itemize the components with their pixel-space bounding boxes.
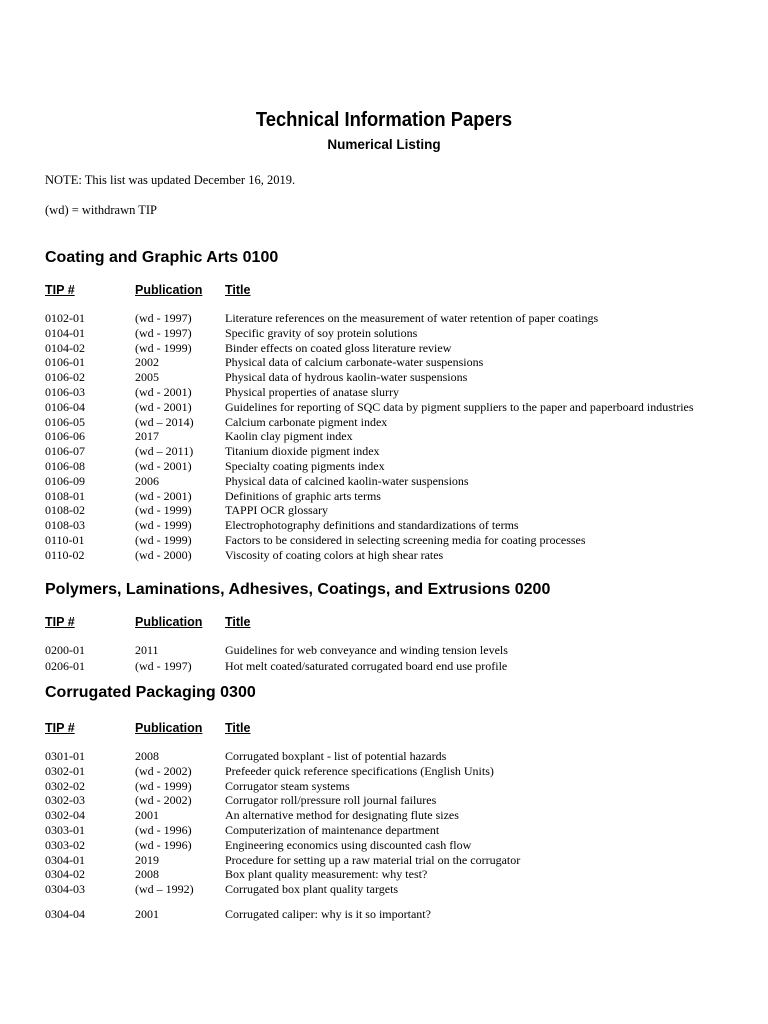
tip-title: Corrugator roll/pressure roll journal failures bbox=[225, 793, 437, 808]
tip-title: Literature references on the measurement of water retention of paper coatings bbox=[225, 311, 599, 325]
tip-title: Hot melt coated/saturated corrugated board end use profile bbox=[225, 658, 508, 673]
publication-status: (wd - 1999) bbox=[135, 518, 192, 533]
tip-title: Corrugated caliper: why is it so important? bbox=[225, 907, 431, 921]
tip-title: Specialty coating pigments index bbox=[225, 459, 385, 473]
publication-status: (wd - 2001) bbox=[135, 399, 192, 414]
publication-status: (wd - 1999) bbox=[135, 778, 192, 793]
tip-number: 0102-01 bbox=[45, 311, 85, 325]
publication-status: (wd - 1999) bbox=[135, 533, 192, 547]
tip-title: Physical data of calcined kaolin-water suspensions bbox=[225, 473, 469, 488]
update-note: NOTE: This list was updated December 16, 2019. bbox=[45, 173, 296, 187]
publication-status: 2006 bbox=[135, 473, 159, 488]
tip-title: Specific gravity of soy protein solutions bbox=[225, 325, 418, 340]
publication-status: (wd – 2014) bbox=[135, 414, 194, 429]
tip-number: 0108-03 bbox=[45, 518, 85, 533]
column-header-title: Title bbox=[225, 721, 251, 735]
tip-number: 0304-03 bbox=[45, 882, 85, 897]
tip-number: 0106-01 bbox=[45, 355, 85, 370]
tip-number: 0106-06 bbox=[45, 429, 85, 444]
tip-title: An alternative method for designating flute sizes bbox=[225, 808, 459, 823]
tip-number: 0301-01 bbox=[45, 749, 85, 763]
column-header-title: Title bbox=[225, 615, 251, 629]
publication-status: (wd - 1999) bbox=[135, 340, 192, 355]
tip-title: Kaolin clay pigment index bbox=[225, 429, 353, 444]
tip-number: 0108-02 bbox=[45, 503, 85, 518]
tip-number: 0302-02 bbox=[45, 778, 85, 793]
tip-title: Calcium carbonate pigment index bbox=[225, 414, 388, 429]
tip-number: 0304-01 bbox=[45, 852, 85, 867]
tip-title: Physical data of calcium carbonate-water suspensions bbox=[225, 355, 484, 370]
column-header-title: Title bbox=[225, 283, 251, 297]
column-header-tip: TIP # bbox=[45, 615, 75, 629]
tip-title: Corrugator steam systems bbox=[225, 778, 350, 793]
tip-title: Viscosity of coating colors at high shear rates bbox=[225, 547, 444, 562]
tip-number: 0106-04 bbox=[45, 399, 85, 414]
column-header-publication: Publication bbox=[135, 615, 203, 629]
tip-number: 0110-02 bbox=[45, 547, 85, 562]
publication-status: (wd - 2002) bbox=[135, 793, 192, 808]
publication-status: (wd - 1996) bbox=[135, 823, 192, 837]
tip-title: Guidelines for web conveyance and winding tension levels bbox=[225, 643, 508, 657]
publication-status: 2019 bbox=[135, 852, 159, 867]
publication-status: 2001 bbox=[135, 808, 159, 823]
publication-status: (wd - 1996) bbox=[135, 837, 192, 852]
column-header-publication: Publication bbox=[135, 283, 203, 297]
tip-title: Computerization of maintenance department bbox=[225, 823, 440, 837]
tip-number: 0106-02 bbox=[45, 370, 85, 385]
tip-title: Corrugated boxplant - list of potential hazards bbox=[225, 749, 447, 763]
tip-number: 0302-01 bbox=[45, 763, 85, 778]
tip-number: 0200-01 bbox=[45, 643, 85, 657]
publication-status: (wd - 2001) bbox=[135, 459, 192, 473]
tip-title: Guidelines for reporting of SQC data by pigment suppliers to the paper and paperboard industries bbox=[225, 399, 694, 414]
tip-number: 0104-01 bbox=[45, 325, 85, 340]
tip-number: 0304-02 bbox=[45, 867, 85, 882]
page-title: Technical Information Papers bbox=[255, 109, 513, 131]
tip-title: Physical properties of anatase slurry bbox=[225, 385, 399, 399]
publication-status: (wd - 2001) bbox=[135, 488, 192, 503]
tip-title: Box plant quality measurement: why test? bbox=[225, 867, 428, 882]
tip-title: Factors to be considered in selecting screening media for coating processes bbox=[225, 533, 586, 547]
tip-number: 0110-01 bbox=[45, 533, 85, 547]
tip-title: Prefeeder quick reference specifications (English Units) bbox=[225, 763, 494, 778]
tip-title: Procedure for setting up a raw material trial on the corrugator bbox=[225, 852, 521, 867]
publication-status: (wd - 2002) bbox=[135, 763, 192, 778]
publication-status: 2001 bbox=[135, 907, 159, 921]
tip-number: 0106-08 bbox=[45, 459, 85, 473]
publication-status: (wd - 1997) bbox=[135, 658, 192, 673]
page-subtitle: Numerical Listing bbox=[327, 137, 441, 152]
section-heading-0100: Coating and Graphic Arts 0100 bbox=[45, 249, 279, 266]
tip-number: 0302-03 bbox=[45, 793, 85, 808]
tip-number: 0304-04 bbox=[45, 907, 85, 921]
tip-number: 0106-07 bbox=[45, 444, 85, 459]
tip-title: Engineering economics using discounted cash flow bbox=[225, 837, 472, 852]
publication-status: (wd – 2011) bbox=[135, 444, 194, 459]
tip-number: 0302-04 bbox=[45, 808, 85, 823]
publication-status: 2008 bbox=[135, 867, 159, 882]
tip-title: Corrugated box plant quality targets bbox=[225, 882, 399, 897]
tip-title: Definitions of graphic arts terms bbox=[225, 488, 381, 503]
publication-status: (wd - 1997) bbox=[135, 311, 192, 325]
publication-status: 2008 bbox=[135, 749, 159, 763]
tip-number: 0206-01 bbox=[45, 658, 85, 673]
publication-status: 2002 bbox=[135, 355, 159, 370]
publication-status: (wd - 2000) bbox=[135, 547, 192, 562]
tip-number: 0108-01 bbox=[45, 488, 85, 503]
withdrawn-legend: (wd) = withdrawn TIP bbox=[45, 203, 158, 217]
publication-status: (wd - 2001) bbox=[135, 385, 192, 399]
tip-number: 0106-09 bbox=[45, 473, 85, 488]
publication-status: 2011 bbox=[135, 643, 159, 657]
tip-title: Titanium dioxide pigment index bbox=[225, 444, 380, 459]
publication-status: (wd - 1999) bbox=[135, 503, 192, 518]
column-header-tip: TIP # bbox=[45, 721, 75, 735]
tip-number: 0104-02 bbox=[45, 340, 85, 355]
section-heading-0200: Polymers, Laminations, Adhesives, Coatings, and Extrusions 0200 bbox=[45, 581, 551, 598]
column-header-publication: Publication bbox=[135, 721, 203, 735]
tip-title: TAPPI OCR glossary bbox=[225, 503, 329, 518]
section-heading-0300: Corrugated Packaging 0300 bbox=[45, 684, 256, 701]
publication-status: 2017 bbox=[135, 429, 159, 444]
tip-number: 0303-01 bbox=[45, 823, 85, 837]
column-header-tip: TIP # bbox=[45, 283, 75, 297]
tip-number: 0106-03 bbox=[45, 385, 85, 399]
publication-status: 2005 bbox=[135, 370, 159, 385]
tip-title: Binder effects on coated gloss literature review bbox=[225, 340, 452, 355]
tip-number: 0303-02 bbox=[45, 837, 85, 852]
tip-title: Physical data of hydrous kaolin-water suspensions bbox=[225, 370, 468, 385]
tip-title: Electrophotography definitions and standardizations of terms bbox=[225, 518, 519, 533]
publication-status: (wd – 1992) bbox=[135, 882, 194, 897]
publication-status: (wd - 1997) bbox=[135, 325, 192, 340]
tip-number: 0106-05 bbox=[45, 414, 85, 429]
